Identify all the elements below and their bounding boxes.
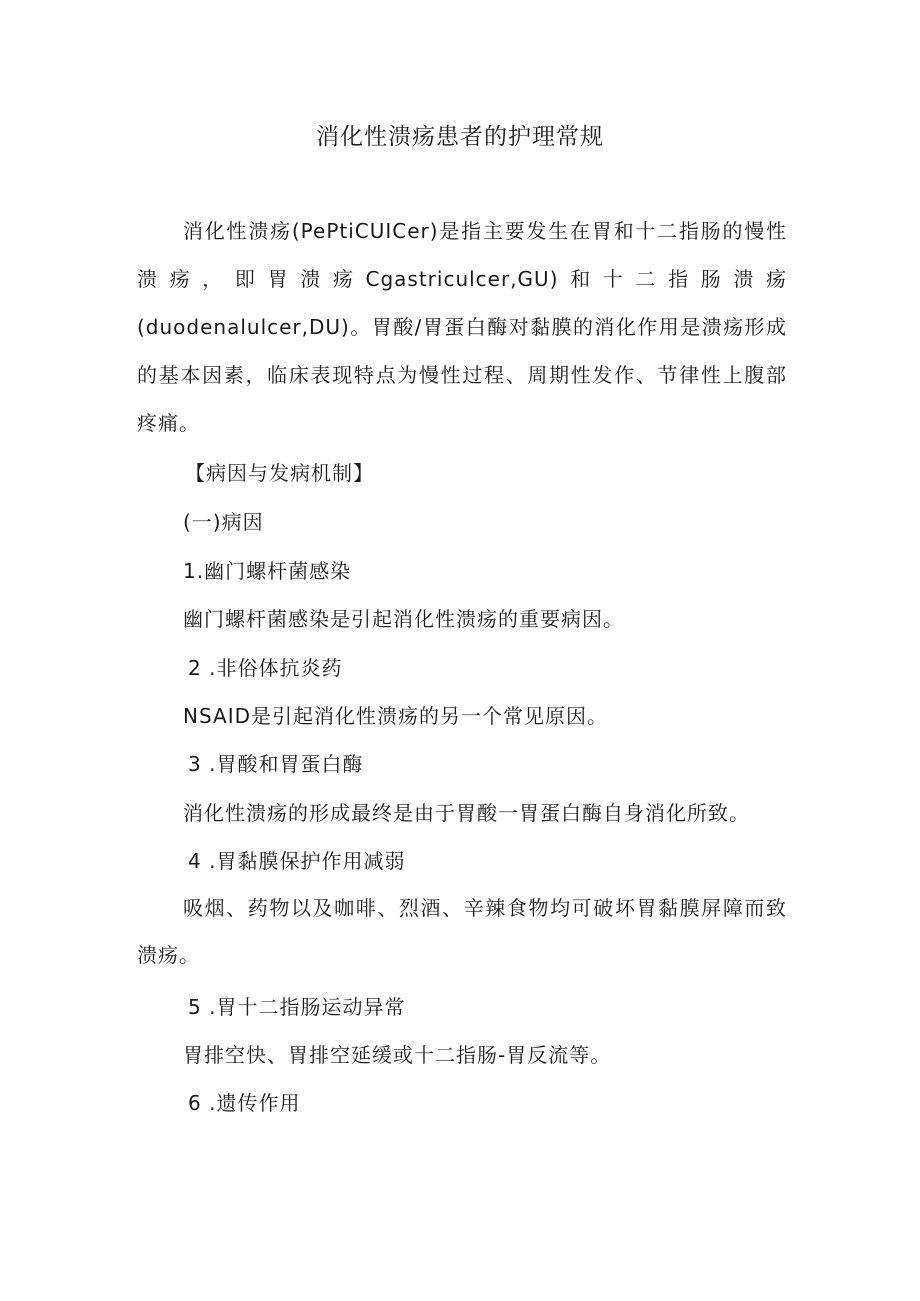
item-4-text: 吸烟、药物以及咖啡、烈酒、辛辣食物均可破坏胃黏膜屏障而致溃疡。 bbox=[137, 896, 787, 967]
item-2-text: NSAID是引起消化性溃疡的另一个常见原因。 bbox=[183, 704, 609, 728]
item-1-heading: 1.幽门螺杆菌感染 bbox=[183, 559, 352, 583]
item-4-heading: 4 .胃黏膜保护作用减弱 bbox=[188, 849, 406, 873]
item-5-heading: 5 .胃十二指肠运动异常 bbox=[188, 995, 406, 1019]
item-1-text: 幽门螺杆菌感染是引起消化性溃疡的重要病因。 bbox=[183, 607, 624, 631]
item-6-heading: 6 .遗传作用 bbox=[188, 1091, 301, 1115]
document-title: 消化性溃疡患者的护理常规 bbox=[316, 124, 604, 150]
intro-paragraph: 消化性溃疡(PePtiCUICer)是指主要发生在胃和十二指肠的慢性溃疡，即胃溃疡Cgastriculcer,GU)和十二指肠溃疡(duodenalulcer,DU)。胃酸/胃蛋白酶对黏膜的消化作用是溃疡形成的基本因素，临床表现特点为慢性过程、周期性发作、节律性上腹部疼痛。 bbox=[137, 219, 787, 435]
subsection-heading: (一)病因 bbox=[183, 510, 264, 534]
section-heading: 【病因与发病机制】 bbox=[185, 461, 374, 485]
item-5-text: 胃排空快、胃排空延缓或十二指肠-胃反流等。 bbox=[183, 1043, 612, 1067]
item-3-heading: 3 .胃酸和胃蛋白酶 bbox=[188, 752, 364, 776]
item-3-text: 消化性溃疡的形成最终是由于胃酸一胃蛋白酶自身消化所致。 bbox=[183, 801, 750, 825]
item-2-heading: 2 .非俗体抗炎药 bbox=[188, 656, 343, 680]
